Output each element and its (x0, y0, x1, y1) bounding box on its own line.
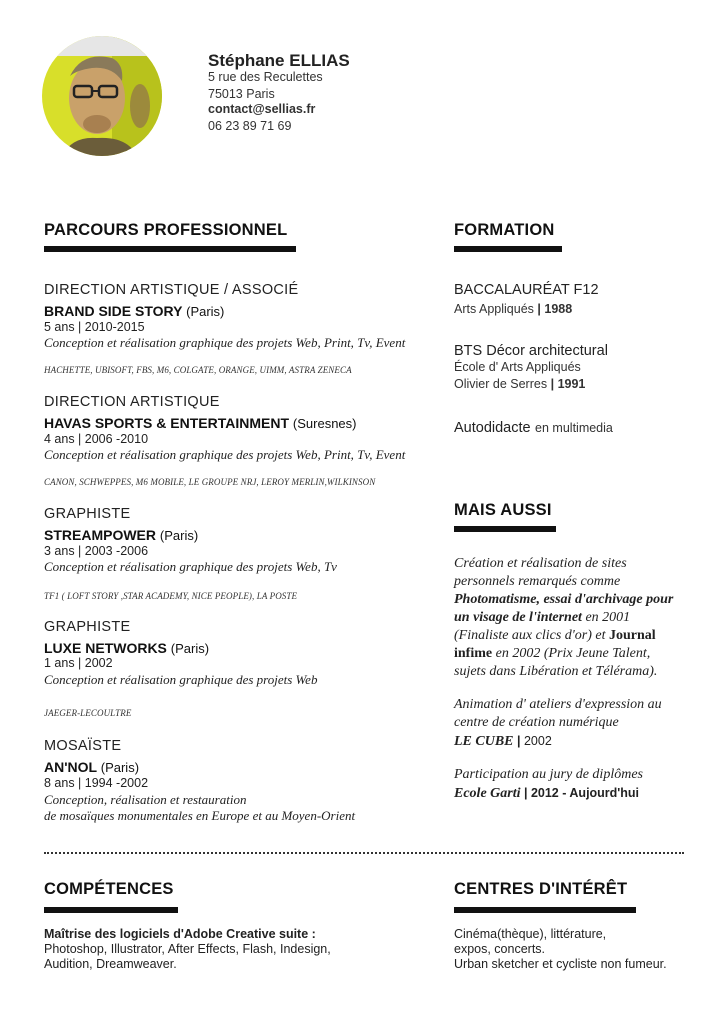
section-title-competences: COMPÉTENCES (44, 880, 174, 898)
job-clients: JAEGER-LECOULTRE (44, 708, 132, 718)
formation-bac-title: BACCALAURÉAT F12 (454, 282, 599, 298)
formation-bts-title: BTS Décor architectural (454, 343, 608, 359)
job-role: DIRECTION ARTISTIQUE / ASSOCIÉ (44, 282, 299, 298)
email-link[interactable]: contact@sellias.fr (208, 102, 316, 116)
section-bar-parcours (44, 246, 296, 252)
dotted-separator (44, 852, 684, 854)
competences-line-3: Audition, Dreamweaver. (44, 957, 177, 971)
mais-aussi-paragraph-3: Participation au jury de diplômes Ecole Garti | 2012 - Aujourd'hui (454, 767, 643, 801)
section-bar-mais-aussi (454, 526, 556, 532)
job-clients: CANON, SCHWEPPES, M6 MOBILE, LE GROUPE NRJ, LEROY MERLIN,WILKINSON (44, 477, 376, 487)
job-role: GRAPHISTE (44, 619, 131, 635)
job-duration: 5 ans | 2010-2015 (44, 320, 145, 334)
job-company: LUXE NETWORKS (Paris) (44, 640, 210, 656)
job-role: MOSAÏSTE (44, 738, 122, 754)
job-description-line-2: de mosaïques monumentales en Europe et au Moyen-Orient (44, 808, 356, 823)
avatar (42, 36, 162, 156)
address-line-2: 75013 Paris (208, 87, 275, 101)
job-description: Conception et réalisation graphique des projets Web, Print, Tv, Event (44, 447, 406, 462)
job-company: STREAMPOWER (Paris) (44, 527, 199, 543)
job-description: Conception et réalisation graphique des projets Web (44, 672, 318, 687)
portrait-photo (42, 36, 162, 156)
section-bar-formation (454, 246, 562, 252)
competences-line-2: Photoshop, Illustrator, After Effects, Flash, Indesign, (44, 942, 331, 956)
formation-bts-school: École d' Arts Appliqués (454, 360, 581, 374)
job-clients: TF1 ( LOFT STORY ,STAR ACADEMY, NICE PEOPLE), LA POSTE (44, 591, 298, 601)
job-role: DIRECTION ARTISTIQUE (44, 394, 220, 410)
candidate-name: Stéphane ELLIAS (208, 51, 350, 70)
job-role: GRAPHISTE (44, 506, 131, 522)
section-title-formation: FORMATION (454, 221, 555, 239)
mais-aussi-paragraph-1: Création et réalisation de sites personnels remarqués comme Photomatisme, essai d'archivage pour un visage de l'internet en 2001 (Finaliste aux clics d'or) et Journal infime en 2002 (Prix Jeune Talent, sujets dans Libération et Télérama). (454, 556, 674, 679)
section-title-parcours: PARCOURS PROFESSIONNEL (44, 221, 288, 239)
job-duration: 3 ans | 2003 -2006 (44, 544, 149, 558)
job-company: BRAND SIDE STORY (Paris) (44, 303, 225, 319)
formation-bts-detail: Olivier de Serres | 1991 (454, 377, 586, 391)
interets-line-3: Urban sketcher et cycliste non fumeur. (454, 957, 667, 971)
competences-line-1: Maîtrise des logiciels d'Adobe Creative suite : (44, 927, 316, 941)
section-title-interets: CENTRES D'INTÉRÊT (454, 880, 628, 898)
job-description: Conception et réalisation graphique des projets Web, Tv (44, 559, 337, 574)
interets-line-1: Cinéma(thèque), littérature, (454, 927, 607, 941)
job-company: HAVAS SPORTS & ENTERTAINMENT (Suresnes) (44, 415, 357, 431)
mais-aussi-paragraph-2: Animation d' ateliers d'expression au centre de création numérique LE CUBE | 2002 (454, 697, 662, 749)
interets-line-2: expos, concerts. (454, 942, 546, 956)
job-duration: 8 ans | 1994 -2002 (44, 776, 149, 790)
section-bar-interets (454, 907, 636, 913)
job-company: AN'NOL (Paris) (44, 759, 140, 775)
job-duration: 1 ans | 2002 (44, 656, 113, 670)
phone-number: 06 23 89 71 69 (208, 119, 292, 133)
formation-autodidacte: Autodidacte en multimedia (454, 420, 613, 436)
formation-bac-detail: Arts Appliqués | 1988 (454, 302, 573, 316)
job-description: Conception, réalisation et restauration (44, 792, 247, 807)
section-bar-competences (44, 907, 178, 913)
address-line-1: 5 rue des Reculettes (208, 70, 323, 84)
job-description: Conception et réalisation graphique des projets Web, Print, Tv, Event (44, 335, 406, 350)
job-clients: HACHETTE, UBISOFT, FBS, M6, COLGATE, ORANGE, UIMM, ASTRA ZENECA (44, 365, 352, 375)
section-title-mais-aussi: MAIS AUSSI (454, 501, 552, 519)
job-duration: 4 ans | 2006 -2010 (44, 432, 149, 446)
